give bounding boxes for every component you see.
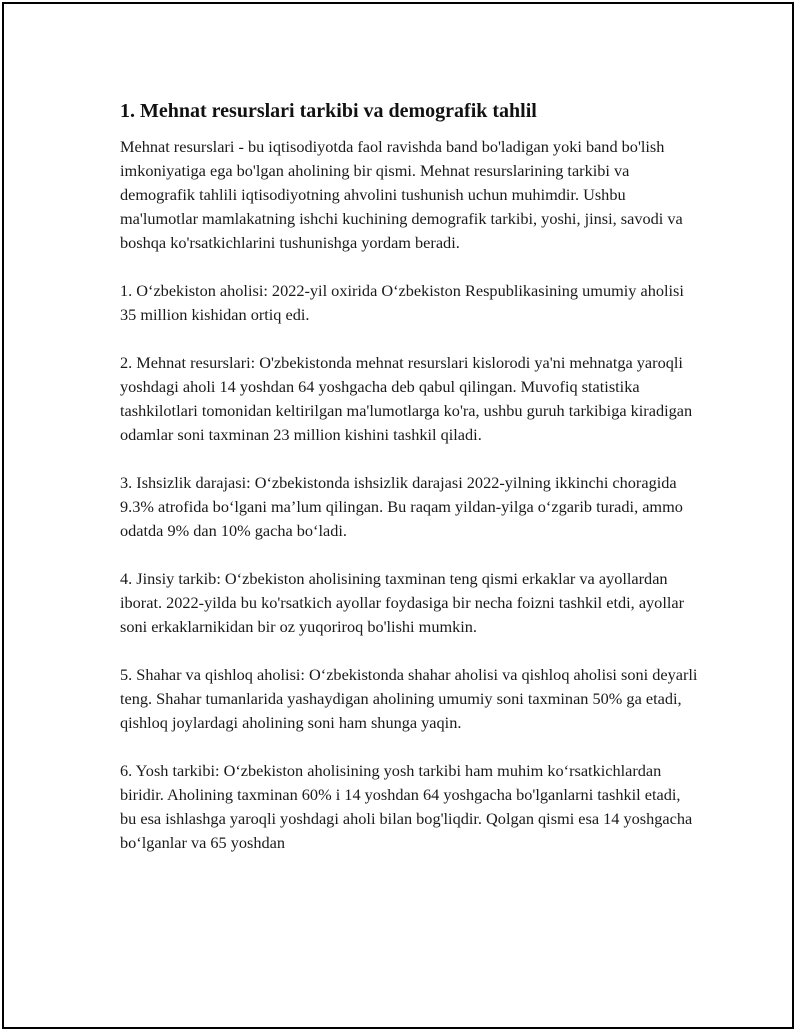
- paragraph-unemployment: 3. Ishsizlik darajasi: O‘zbekistonda ishsizlik darajasi 2022-yilning ikkinchi choragida 9.3% atrofida bo‘lgani ma’lum qilingan. Bu raqam yildan-yilga o‘zgarib turadi, ammo odatda 9% dan 10% gacha bo‘ladi.: [120, 473, 683, 540]
- document-body: [120, 98, 700, 855]
- intro-paragraph: Mehnat resurslari - bu iqtisodiyotda faol ravishda band bo'ladigan yoki band bo'lish imkoniyatiga ega bo'lgan aholining bir qismi. Mehnat resurslarining tarkibi va demografik tahlili iqtisodiyotning ahvolini tushunish uchun muhimdir. Ushbu ma'lumotlar mamlakatning ishchi kuchining demografik tarkibi, yoshi, jinsi, savodi va boshqa ko'rsatkichlarini tushunishga yordam beradi.: [120, 137, 683, 252]
- paragraph-population: 1. O‘zbekiston aholisi: 2022-yil oxirida O‘zbekiston Respublikasining umumiy aholisi 35 million kishidan ortiq edi.: [120, 281, 684, 324]
- document-page: [2, 2, 794, 1029]
- paragraph-age-structure: 6. Yosh tarkibi: O‘zbekiston aholisining yosh tarkibi ham muhim ko‘rsatkichlardan biridir. Aholining taxminan 60% i 14 yoshdan 64 yoshgacha bo'lganlarni tashkil etadi, bu esa ishlashga yaroqli yoshdagi aholi bilan bog'liqdir. Qolgan qismi esa 14 yoshgacha bo‘lganlar va 65 yoshdan: [120, 761, 693, 852]
- section-heading: 1. Mehnat resurslari tarkibi va demografik tahlil: [120, 100, 537, 122]
- paragraph-labor-resources: 2. Mehnat resurslari: O'zbekistonda mehnat resurslari kislorodi ya'ni mehnatga yaroqli yoshdagi aholi 14 yoshdan 64 yoshgacha deb qabul qilingan. Muvofiq statistika tashkilotlari tomonidan keltirilgan ma'lumotlarga ko'ra, ushbu guruh tarkibiga kiradigan odamlar soni taxminan 23 million kishini tashkil qiladi.: [120, 353, 693, 444]
- paragraph-urban-rural: 5. Shahar va qishloq aholisi: O‘zbekistonda shahar aholisi va qishloq aholisi soni deyarli teng. Shahar tumanlarida yashaydigan aholining umumiy soni taxminan 50% ga etadi, qishloq joylardagi aholining soni ham shunga yaqin.: [120, 665, 698, 732]
- paragraph-gender: 4. Jinsiy tarkib: O‘zbekiston aholisining taxminan teng qismi erkaklar va ayollardan iborat. 2022-yilda bu ko'rsatkich ayollar foydasiga bir necha foizni tashkil etdi, ayollar soni erkaklarnikidan bir oz yuqoriroq bo'lishi mumkin.: [120, 569, 685, 636]
